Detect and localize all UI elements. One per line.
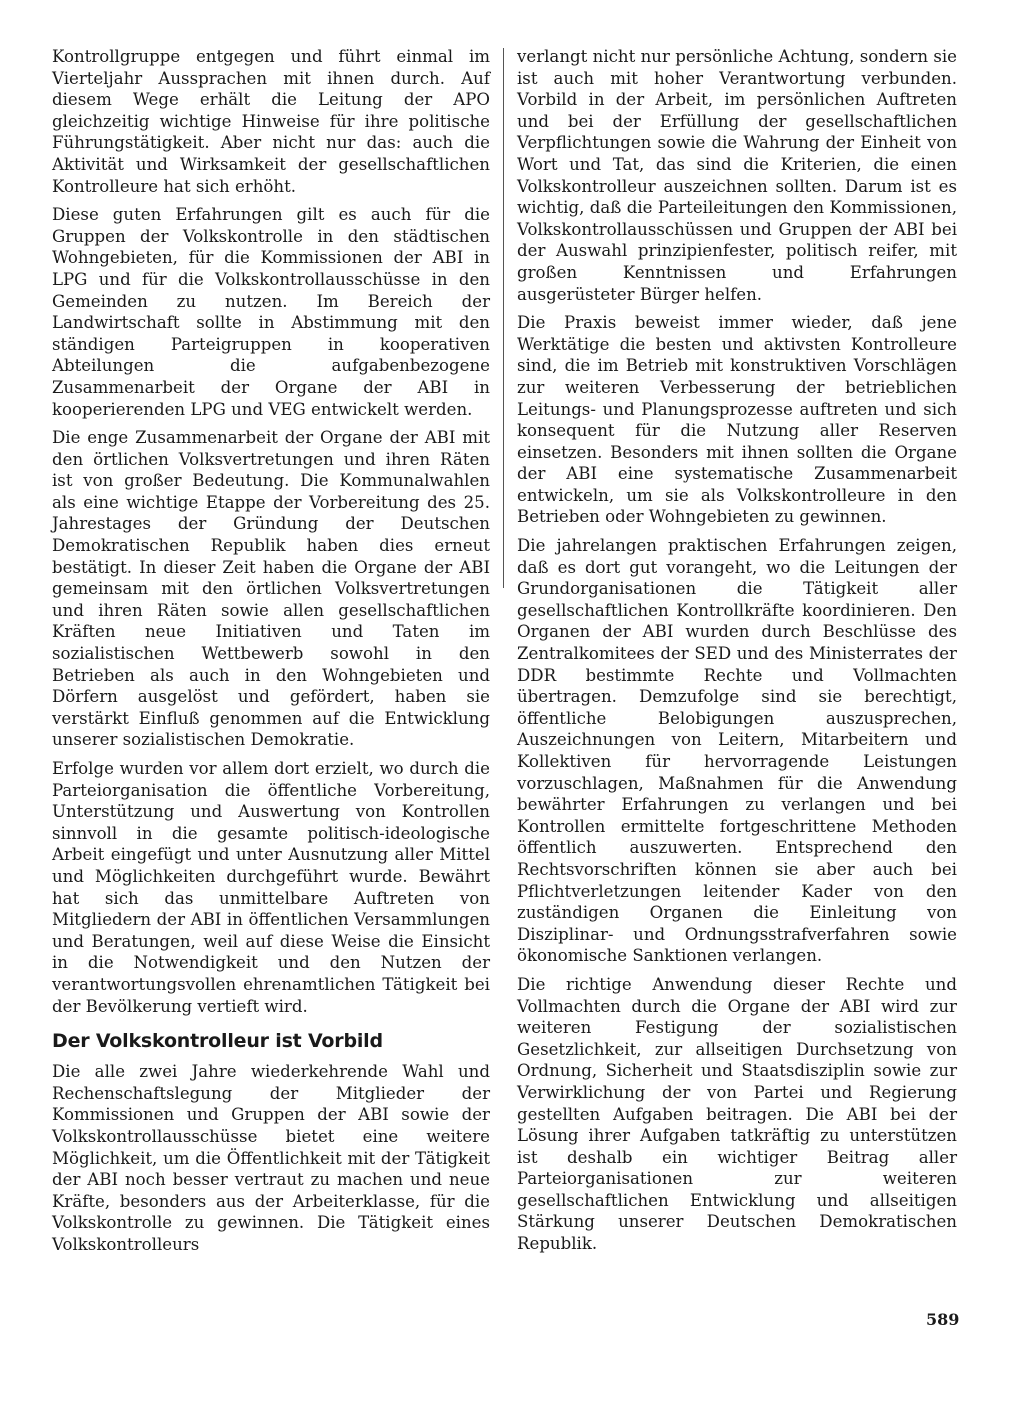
right-column xyxy=(517,46,957,1262)
paragraph: Erfolge wurden vor allem dort erzielt, wo durch die Parteiorganisation die öffentliche Vorbereitung, Unterstützung und Auswertung von Kontrollen sinnvoll in die gesamte politisch-ideologische Arbeit eingefügt und unter Ausnutzung aller Mittel und Möglichkeiten durchgeführt wurde. Bewährt hat sich das unmittelbare Auftreten von Mitgliedern der ABI in öffentlichen Versammlungen und Beratungen, weil auf diese Weise die Einsicht in die Notwendigkeit und den Nutzen der verantwortungsvollen ehrenamtlichen Tätigkeit bei der Bevölkerung vertieft wird. xyxy=(52,759,490,1016)
section-heading: Der Volkskontrolleur ist Vorbild xyxy=(52,1030,383,1053)
paragraph: Die Praxis beweist immer wieder, daß jene Werktätige die besten und aktivsten Kontrolleure sind, die im Betrieb mit konstruktiven Vorschlägen zur weiteren Verbesserung der betrieblichen Leitungs- und Planungsprozesse auftreten und sich konsequent für die Nutzung aller Reserven einsetzen. Besonders mit ihnen sollten die Organe der ABI eine systematische Zusammenarbeit entwickeln, um sie als Volkskontrolleure in den Betrieben oder Wohngebieten zu gewinnen. xyxy=(517,313,957,527)
paragraph: Die alle zwei Jahre wiederkehrende Wahl und Rechenschaftslegung der Mitglieder der Kommissionen und Gruppen der ABI sowie der Volkskontrollausschüsse bietet eine weitere Möglichkeit, um die Öffentlichkeit mit der Tätigkeit der ABI noch besser vertraut zu machen und neue Kräfte, besonders aus der Arbeiterklasse, für die Volkskontrolle zu gewinnen. Die Tätigkeit eines Volkskontrolleurs xyxy=(52,1062,490,1254)
left-column xyxy=(52,46,490,1262)
paragraph: verlangt nicht nur persönliche Achtung, sondern sie ist auch mit hoher Verantwortung verbunden. Vorbild in der Arbeit, im persönlichen Auftreten und bei der Erfüllung der gesellschaftlichen Verpflichtungen sowie die Wahrung der Einheit von Wort und Tat, das sind die Kriterien, die einen Volkskontrolleur auszeichnen sollten. Darum ist es wichtig, daß die Parteileitungen den Kommissionen, Volkskontrollausschüssen und Gruppen der ABI bei der Auswahl prinzipienfester, politisch reifer, mit großen Kenntnissen und Erfahrungen ausgerüsteter Bürger helfen. xyxy=(517,47,957,304)
paragraph: Die jahrelangen praktischen Erfahrungen zeigen, daß es dort gut vorangeht, wo die Leitungen der Grundorganisationen die Tätigkeit aller gesellschaftlichen Kontrollkräfte koordinieren. Den Organen der ABI wurden durch Beschlüsse des Zentralkomitees der SED und des Ministerrates der DDR bestimmte Rechte und Vollmachten übertragen. Demzufolge sind sie berechtigt, öffentliche Belobigungen auszusprechen, Auszeichnungen von Leitern, Mitarbeitern und Kollektiven für hervorragende Leistungen vorzuschlagen, Maßnahmen für die Anwendung bewährter Erfahrungen zu verlangen und bei Kontrollen ermittelte fortgeschrittene Methoden öffentlich auszuwerten. Entsprechend den Rechtsvorschriften können sie aber auch bei Pflichtverletzungen leitender Kader von den zuständigen Organen die Einleitung von Disziplinar- und Ordnungsstrafverfahren sowie ökonomische Sanktionen verlangen. xyxy=(517,536,957,966)
paragraph: Die enge Zusammenarbeit der Organe der ABI mit den örtlichen Volksvertretungen und ihren Räten ist von großer Bedeutung. Die Kommunalwahlen als eine wichtige Etappe der Vorbereitung des 25. Jahrestages der Gründung der Deutschen Demokratischen Republik haben dies erneut bestätigt. In dieser Zeit haben die Organe der ABI gemeinsam mit den örtlichen Volksvertretungen und ihren Räten sowie allen gesellschaftlichen Kräften neue Initiativen und Taten im sozialistischen Wettbewerb sowohl in den Betrieben als auch in den Wohngebieten und Dörfern ausgelöst und gefördert, haben sie verstärkt Einfluß genommen auf die Entwicklung unserer sozialistischen Demokratie. xyxy=(52,428,490,750)
paragraph: Kontrollgruppe entgegen und führt einmal im Vierteljahr Aussprachen mit ihnen durch. Auf diesem Wege erhält die Leitung der APO gleichzeitig wichtige Hinweise für ihre politische Führungstätigkeit. Aber nicht nur das: auch die Aktivität und Wirksamkeit der gesellschaftlichen Kontrolleure hat sich erhöht. xyxy=(52,47,490,196)
paragraph: Diese guten Erfahrungen gilt es auch für die Gruppen der Volkskontrolle in den städtischen Wohngebieten, für die Kommissionen der ABI in LPG und für die Volkskontrollausschüsse in den Gemeinden zu nutzen. Im Bereich der Landwirtschaft sollte in Abstimmung mit den ständigen Parteigruppen in kooperativen Abteilungen die aufgabenbezogene Zusammenarbeit der Organe der ABI in kooperierenden LPG und VEG entwickelt werden. xyxy=(52,205,490,419)
paragraph: Die richtige Anwendung dieser Rechte und Vollmachten durch die Organe der ABI wird zur weiteren Festigung der sozialistischen Gesetzlichkeit, zur allseitigen Durchsetzung von Ordnung, Sicherheit und Staatsdisziplin sowie zur Verwirklichung der von Partei und Regierung gestellten Aufgaben beitragen. Die ABI bei der Lösung ihrer Aufgaben tatkräftig zu unterstützen ist deshalb ein wichtiger Beitrag aller Parteiorganisationen zur weiteren gesellschaftlichen Entwicklung und allseitigen Stärkung unserer Deutschen Demokratischen Republik. xyxy=(517,974,957,1254)
page-number: 589 xyxy=(926,1310,960,1329)
column-divider xyxy=(503,48,504,588)
